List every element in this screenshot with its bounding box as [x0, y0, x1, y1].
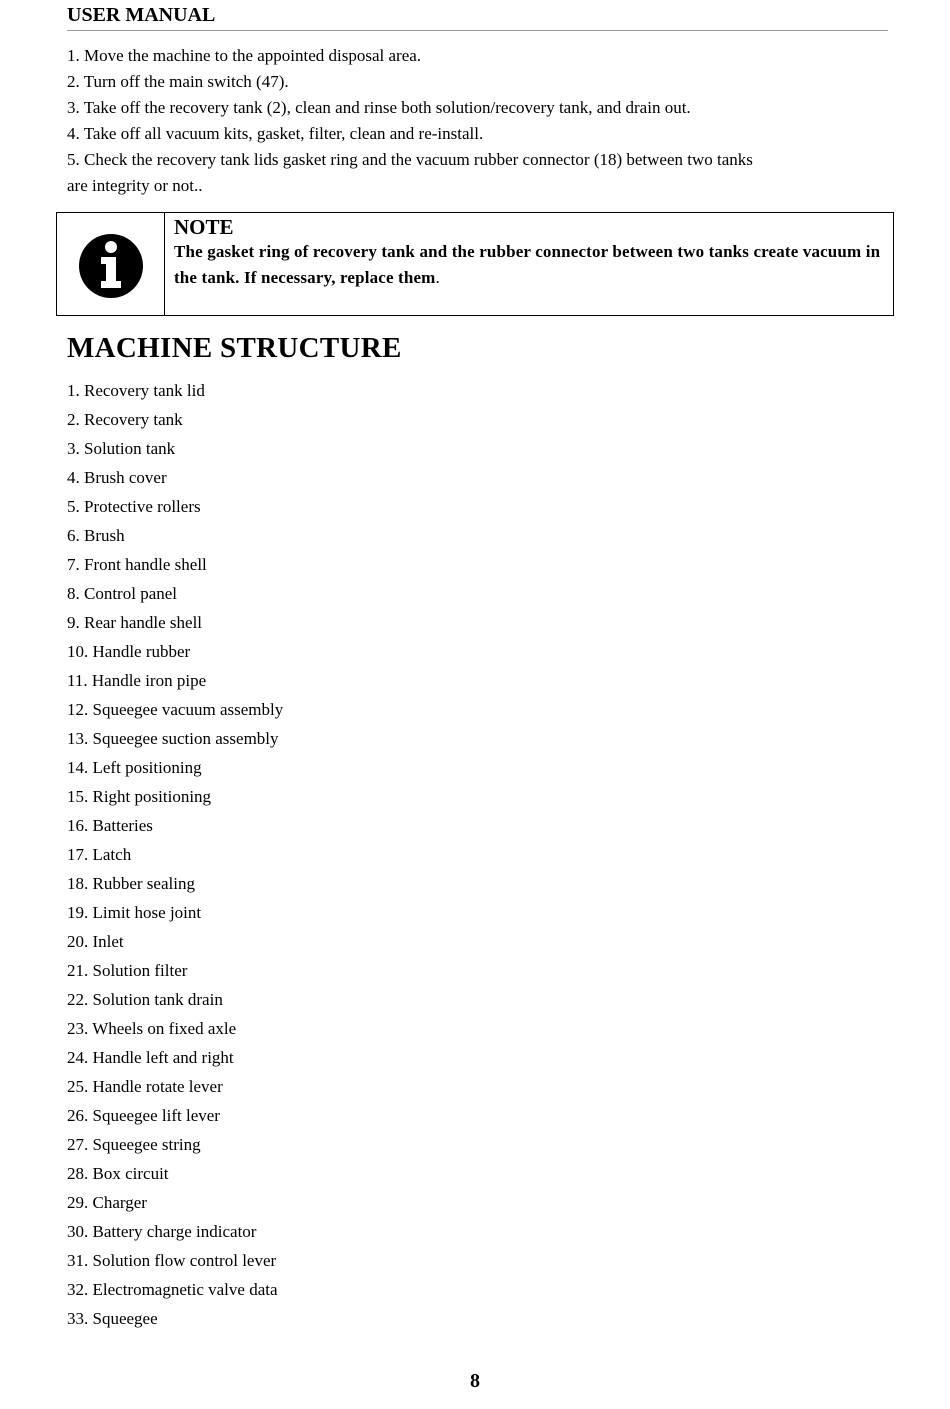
parts-list-item: 8. Control panel [67, 584, 178, 603]
parts-list-item: 2. Recovery tank [67, 410, 183, 429]
parts-list-item: 3. Solution tank [67, 439, 176, 458]
parts-list-item: 25. Handle rotate lever [67, 1077, 223, 1096]
step-item: 2. Turn off the main switch (47). [67, 72, 289, 91]
parts-list-item: 31. Solution flow control lever [67, 1251, 277, 1270]
parts-list-item: 28. Box circuit [67, 1164, 169, 1183]
header-title: USER MANUAL [67, 4, 216, 26]
parts-list-item: 26. Squeegee lift lever [67, 1106, 220, 1125]
note-title: NOTE [174, 215, 234, 239]
parts-list-item: 19. Limit hose joint [67, 903, 202, 922]
info-icon [77, 232, 145, 300]
note-body [174, 239, 889, 291]
parts-list-item: 27. Squeegee string [67, 1135, 201, 1154]
parts-list-item: 24. Handle left and right [67, 1048, 234, 1067]
parts-list-item: 23. Wheels on fixed axle [67, 1019, 237, 1038]
parts-list-item: 32. Electromagnetic valve data [67, 1280, 278, 1299]
note-box [56, 212, 894, 316]
step-item: 5. Check the recovery tank lids gasket ring and the vacuum rubber connector (18) between two tanks [67, 150, 753, 169]
page-header [67, 2, 888, 31]
section-title: MACHINE STRUCTURE [67, 332, 402, 364]
parts-list-item: 30. Battery charge indicator [67, 1222, 257, 1241]
parts-list-item: 15. Right positioning [67, 787, 212, 806]
parts-list-item: 13. Squeegee suction assembly [67, 729, 279, 748]
parts-list-item: 16. Batteries [67, 816, 153, 835]
parts-list-item: 9. Rear handle shell [67, 613, 203, 632]
note-icon-cell [57, 213, 165, 315]
note-body-text: The gasket ring of recovery tank and the rubber connector between two tanks create vacuum in the tank. If necessary, replace them [174, 242, 881, 287]
note-text [174, 215, 889, 291]
note-body-end: . [435, 268, 440, 287]
parts-list-item: 17. Latch [67, 845, 132, 864]
parts-list-item: 12. Squeegee vacuum assembly [67, 700, 284, 719]
parts-list-item: 5. Protective rollers [67, 497, 201, 516]
parts-list-item: 11. Handle iron pipe [67, 671, 207, 690]
parts-list-item: 22. Solution tank drain [67, 990, 223, 1009]
parts-list-item: 29. Charger [67, 1193, 147, 1212]
step-item: are integrity or not.. [67, 176, 203, 195]
procedure-steps [67, 43, 867, 199]
parts-list-item: 7. Front handle shell [67, 555, 207, 574]
parts-list-item: 1. Recovery tank lid [67, 381, 205, 400]
parts-list-item: 18. Rubber sealing [67, 874, 195, 893]
step-item: 4. Take off all vacuum kits, gasket, filter, clean and re-install. [67, 124, 484, 143]
step-item: 1. Move the machine to the appointed disposal area. [67, 46, 422, 65]
parts-list-item: 14. Left positioning [67, 758, 202, 777]
parts-list-item: 33. Squeegee [67, 1309, 158, 1328]
step-item: 3. Take off the recovery tank (2), clean and rinse both solution/recovery tank, and drain out. [67, 98, 691, 117]
parts-list-item: 20. Inlet [67, 932, 124, 951]
parts-list-item: 4. Brush cover [67, 468, 167, 487]
page-number: 8 [470, 1370, 480, 1392]
parts-list [67, 376, 283, 1333]
parts-list-item: 10. Handle rubber [67, 642, 191, 661]
parts-list-item: 21. Solution filter [67, 961, 188, 980]
parts-list-item: 6. Brush [67, 526, 125, 545]
